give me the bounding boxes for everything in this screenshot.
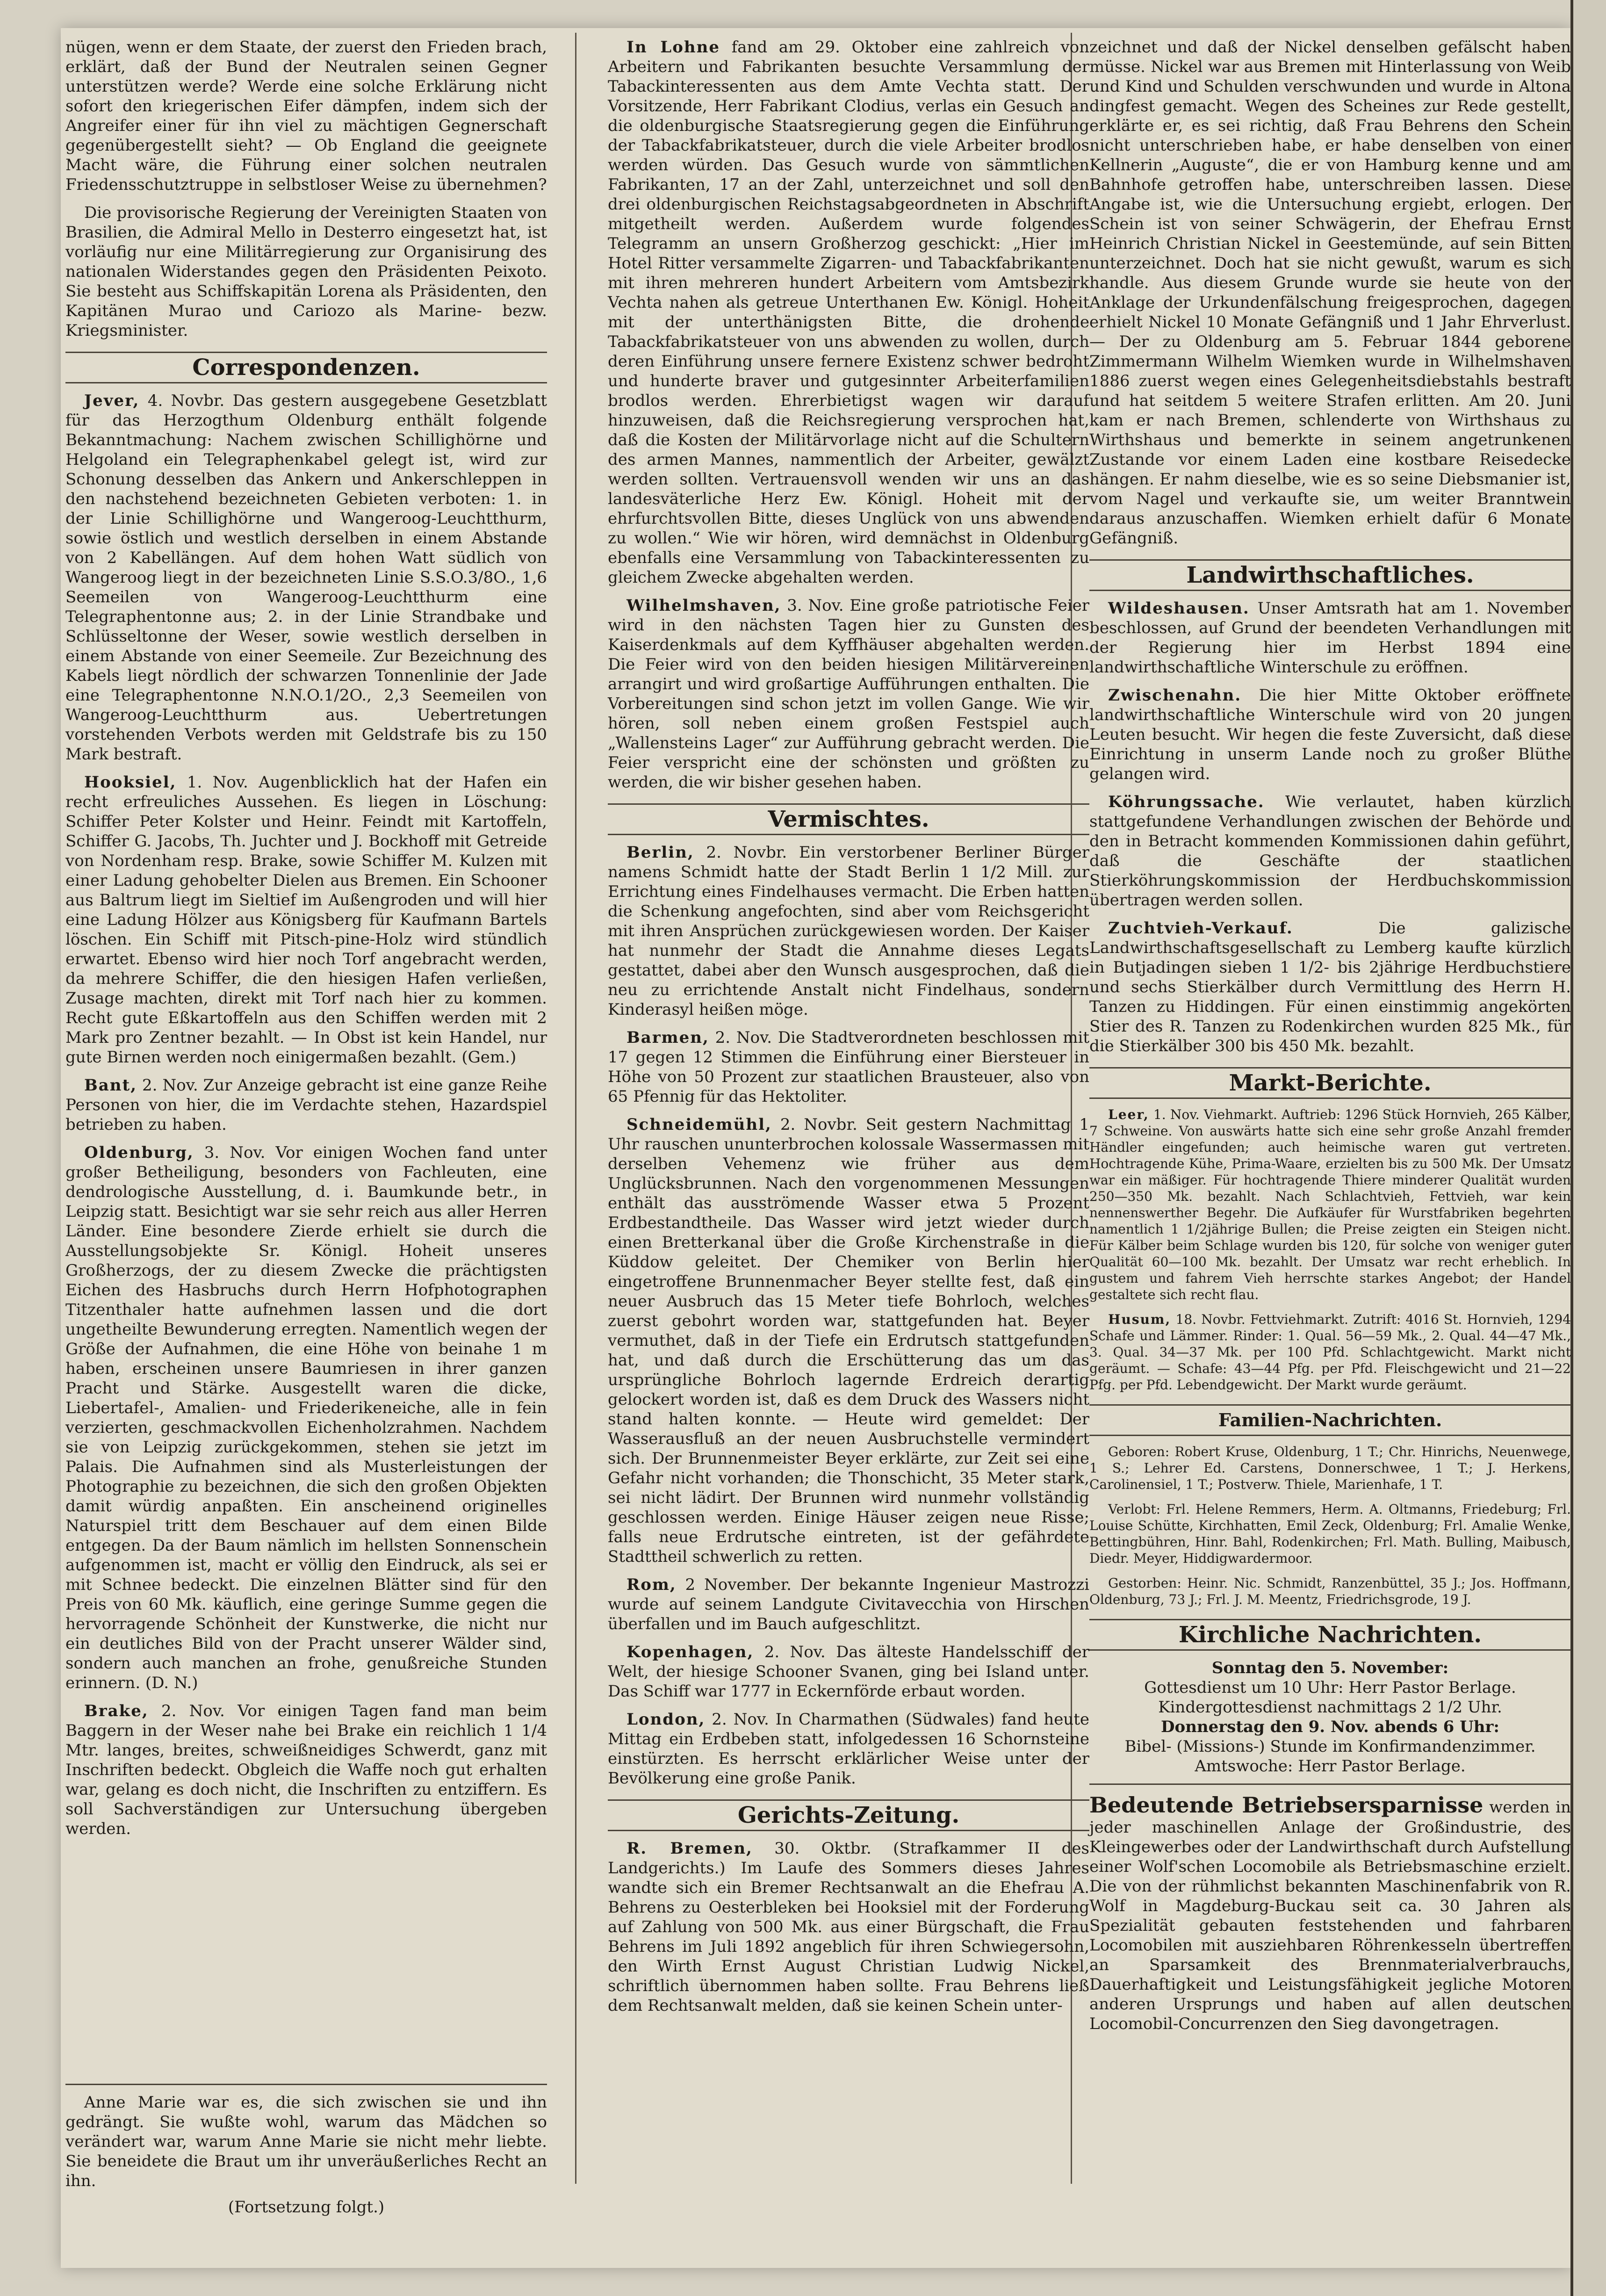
place-name: Barmen,	[627, 1028, 709, 1047]
feuilleton-text: Anne Marie war es, die sich zwischen sie und ihn gedrängt. Sie wußte wohl, warum das Mädchen so verändert war, warum Anne Marie sie nicht mehr liebte. Sie beneidete die Braut um ihr unveräußerliches Recht an ihn.	[65, 2093, 547, 2190]
article-zuchtvieh	[1089, 918, 1571, 1056]
article-text: 3. Nov. Eine große patriotische Feier wird in den nächsten Tagen hier zu Gunsten des Kaiserdenkmals auf dem Kyffhäuser abgehalten werden. Die Feier wird von den beiden hiesigen Militärvereinen arrangirt und wird großartige Aufführungen enthalten. Die Vorbereitungen sind schon jetzt im vollen Gange. Wie wir hören, soll neben einem großen Festspiel auch „Wallensteins Lager“ zur Aufführung gebracht werden. Die Feier verspricht eine der schönsten und größten zu werden, die wir bisher gesehen haben.	[608, 596, 1089, 792]
place-name: Husum,	[1108, 1312, 1171, 1327]
place-name: Zuchtvieh-Verkauf.	[1108, 919, 1293, 938]
article-text: 4. Novbr. Das gestern ausgegebene Gesetzblatt für das Herzogthum Oldenburg enthält folgende Bekanntmachung: Nachem zwischen Schillighörne und Helgoland ein Telegraphenkabel gelegt ist, wird zur Schonung desselben das Ankern und Ankerschleppen in den nachstehend bezeichneten Gebieten verboten: 1. in der Linie Schillighörne und Wangeroog-Leuchtthurm, sowie östlich und westlich derselben in einem Abstande von 2 Kabellängen. Auf dem hohen Watt südlich von Wangeroog liegt in der bezeichneten Linie S.S.O.3/8O., 1,6 Seemeilen von Wangeroog-Leuchtthurm eine Telegraphentonne aus; 2. in der Linie Strandbake und Schlüsseltonne der Weser, sowie westlich derselben in einem Abstande von einer Seemeile. Zur Bezeichnung des Kabels liegt nördlich der schwarzen Tonnenlinie der Jade eine Telegraphentonne N.N.O.1/2O., 2,3 Seemeilen von Wangeroog-Leuchtthurm aus. Uebertretungen vorstehenden Verbots werden mit Geldstrafe bis zu 150 Mark bestraft.	[65, 391, 547, 764]
market-husum	[1089, 1311, 1571, 1393]
place-name: Oldenburg,	[84, 1143, 194, 1162]
place-name: Zwischenahn.	[1108, 686, 1242, 705]
article-oldenburg	[65, 1143, 547, 1693]
article-hooksiel	[65, 773, 547, 1067]
section-heading: Kirchliche Nachrichten.	[1089, 1619, 1571, 1651]
article-schneidemuehl	[608, 1115, 1089, 1567]
article-text: 1. Nov. Augenblicklich hat der Hafen ein recht erfreuliches Aussehen. Es liegen in Löschung: Schiffer Peter Kolster und Heinr. Feindt mit Kartoffeln, Schiffer G. Jacobs, Th. Juchter und J. Bockhoff mit Getreide von Nordenham resp. Brake, sowie Schiffer M. Kulzen mit einer Ladung gehobelter Dielen aus Bremen. Ein Schooner aus Baltrum liegt im Sieltief im Außengroden und will hier eine Ladung Hölzer aus Königsberg für Kaufmann Bartels löschen. Ein Schiff mit Pitsch-pine-Holz wird stündlich erwartet. Ebenso wird hier noch Torf angebracht werden, da mehrere Schiffer, die den hiesigen Hafen verließen, Zusage machten, direkt mit Torf nach hier zu kommen. Recht gute Eßkartoffeln aus den Schiffen werden mit 2 Mark pro Zentner bezahlt. — In Obst ist kein Handel, nur gute Birnen werden noch einigermaßen bezahlt. (Gem.)	[65, 773, 547, 1067]
place-name: Bant,	[84, 1076, 137, 1095]
article-paragraph: Die provisorische Regierung der Vereinigten Staaten von Brasilien, die Admiral Mello in Desterro eingesetzt hat, ist vorläufig nur eine Militärregierung zur Organisirung des nationalen Widerstandes gegen den Präsidenten Peixoto. Sie besteht aus Schiffskapitän Lorena als Präsidenten, den Kapitänen Murao und Cariozo als Marine- bezw. Kriegsminister.	[65, 203, 547, 340]
place-name: Wilhelmshaven,	[627, 596, 781, 615]
section-heading: Vermischtes.	[608, 803, 1089, 835]
article-barmen	[608, 1028, 1089, 1106]
adjacent-page-edge	[1570, 0, 1606, 2296]
place-name: Berlin,	[627, 843, 694, 862]
article-text: 18. Novbr. Fettviehmarkt. Zutrift: 4016 St. Hornvieh, 1294 Schafe und Lämmer. Rinder: 1. Qual. 56—59 Mk., 2. Qual. 44—47 Mk., 3. Qual. 34—37 Mk. per 100 Pfd. Schlachtgewicht. Markt nicht geräumt. — Schafe: 43—44 Pfg. per Pfd. Fleischgewicht und 21—22 Pfg. per Pfd. Lebendgewicht. Der Markt wurde geräumt.	[1089, 1312, 1571, 1393]
place-name: R. Bremen,	[627, 1839, 753, 1858]
ad-headline: Bedeutende Betriebsersparnisse	[1089, 1792, 1484, 1818]
place-name: London,	[627, 1710, 706, 1729]
article-paragraph: nügen, wenn er dem Staate, der zuerst den Frieden brach, erklärt, daß der Bund der Neutralen seinen Gegner unterstützen werde? Werde eine solche Erklärung nicht sofort den kriegerischen Eifer dämpfen, indem sich der Angreifer einer für ihn viel zu mächtigen Gegnerschaft gegenübergestellt sieht? — Ob England die geeignete Macht wäre, die Führung einer solchen neutralen Friedensschutztruppe in selbstloser Weise zu übernehmen?	[65, 38, 547, 194]
section-heading: Landwirthschaftliches.	[1089, 559, 1571, 591]
article-text: 3. Nov. Vor einigen Wochen fand unter großer Betheiligung, besonders von Fachleuten, eine dendrologische Ausstellung, d. i. Baumkunde betr., in Leipzig statt. Besichtigt war sie sehr reich aus aller Herren Länder. Eine besondere Zierde erhielt sie durch die Ausstellungsobjekte Sr. Königl. Hoheit unseres Großherzogs, der zu diesem Zwecke die prächtigsten Eichen des Hasbruchs durch Herrn Hofphotographen Titzenthaler hatte aufnehmen lassen und die dort ungetheilte Bewunderung erregten. Namentlich wegen der Größe der Aufnahmen, die eine Höhe von beinahe 1 m haben, erscheinen unsere Baumriesen in ihrer ganzen Pracht und Stärke. Ausgestellt waren die dicke, Liebertafel-, Amalien- und Friederikeneiche, alle in fein verzierten, geschmackvollen Eichenholzrahmen. Nachdem sie von Leipzig zurückgekommen, stehen sie jetzt im Palais. Die Aufnahmen sind als Musterleistungen der Photographie zu bezeichnen, die sich den großen Objekten damit würdig anpaßten. Ein anscheinend originelles Naturspiel tritt dem Beschauer auf dem einen Bilde entgegen. Da der Baum nämlich im hellsten Sonnenschein aufgenommen ist, macht er völlig den Eindruck, als sei er mit Schnee bedeckt. Die einzelnen Blätter sind für den Preis von 60 Mk. käuflich, eine geringe Summe gegen die hervorragende Schönheit der Kunstwerke, die nicht nur ein deutliches Bild von der Pracht unserer Wälder sind, sondern auch manchen an frohe, genußreiche Stunden erinnern. (D. N.)	[65, 1143, 547, 1692]
article-text: Unser Amtsrath hat am 1. November beschlossen, auf Grund der beendeten Verhandlungen mit der Regierung hier im Herbst 1894 eine landwirthschaftliche Winterschule zu eröffnen.	[1089, 599, 1571, 677]
feuilleton-footer	[65, 2076, 547, 2217]
family-engaged: Verlobt: Frl. Helene Remmers, Herm. A. Oltmanns, Friedeburg; Frl. Louise Schütte, Kirchhatten, Emil Zeck, Oldenburg; Frl. Amalie Wenke, Bettingbühren, Hinr. Bahl, Rodenkirchen; Frl. Math. Bulling, Maibusch, Diedr. Meyer, Hiddigwardermoor.	[1089, 1502, 1571, 1566]
article-wildeshausen	[1089, 599, 1571, 677]
column-1	[65, 37, 547, 1847]
article-text: fand am 29. Oktober eine zahlreich von Arbeitern und Fabrikanten besuchte Versammlung der Tabackinteressenten aus dem Amte Vechta statt. Der Vorsitzende, Herr Fabrikant Clodius, verlas ein Gesuch an die oldenburgische Staatsregierung gegen die Einführung der Tabackfabrikatsteuer, durch die viele Arbeiter brodlos werden würden. Das Gesuch wurde von sämmtlichen Fabrikanten, 17 an der Zahl, unterzeichnet und soll den drei oldenburgischen Reichstagsabgeordneten in Abschrift mitgetheilt werden. Außerdem wurde folgendes Telegramm an unsern Großherzog geschickt: „Hier im Hotel Ritter versammelte Zigarren- und Tabackfabrikanten mit ihren mehreren hundert Arbeitern vom Amtsbezirk Vechta nahen als getreue Unterthanen Ew. Königl. Hoheit mit der unterthänigsten Bitte, die drohende Tabackfabrikatsteuer von uns abwenden zu wollen, durch deren Einführung unsere fernere Existenz schwer bedroht und hunderte braver und gutgesinnter Arbeiterfamilien brodlos werden. Ehrerbietigst wagen wir darauf hinzuweisen, daß die Reichsregierung versprochen hat, daß die Kosten der Militärvorlage nicht auf die Schultern des armen Mannes, nammentlich der Arbeiter, gewälzt werden sollten. Vertrauensvoll wenden wir uns an das landesväterliche Herz Ew. Königl. Hoheit mit der ehrfurchtsvollen Bitte, dieses Unglück von uns abwenden zu wollen.“ Wie wir hören, wird demnächst in Oldenburg ebenfalls eine Versammlung von Tabackinteressenten zu gleichem Zwecke abgehalten werden.	[608, 38, 1089, 587]
place-name: Kopenhagen,	[627, 1643, 754, 1661]
section-heading: Correspondenzen.	[65, 352, 547, 383]
church-line: Kindergottesdienst nachmittags 2 1/2 Uhr.	[1158, 1698, 1502, 1717]
article-wilhelmshaven	[608, 596, 1089, 792]
place-name: Wildeshausen.	[1108, 599, 1250, 618]
divider	[1089, 1783, 1571, 1785]
church-line: Donnerstag den 9. Nov. abends 6 Uhr:	[1161, 1718, 1499, 1736]
article-text: 2. Nov. Vor einigen Tagen fand man beim Baggern in der Weser nahe bei Brake ein reichlich 1 1/4 Mtr. langes, breites, schweißneidiges Schwerdt, ganz mit Inschriften bedeckt. Obgleich die Waffe noch gut erhalten war, gelang es doch nicht, die Inschriften zu entziffern. Es soll Sachverständigen zur Untersuchung übergeben werden.	[65, 1702, 547, 1838]
article-rom	[608, 1575, 1089, 1634]
column-3	[1089, 37, 1571, 2042]
article-bremen	[608, 1839, 1089, 2015]
column-divider	[575, 33, 576, 2184]
article-text: Wie verlautet, haben kürzlich stattgefundene Verhandlungen zwischen der Behörde und den in Betracht kommenden Kommissionen dahin geführt, daß die Geschäfte der staatlichen Stierköhrungskommission der Herdbuchskommission übertragen werden sollen.	[1089, 793, 1571, 910]
market-leer	[1089, 1106, 1571, 1303]
church-line: Gottesdienst um 10 Uhr: Herr Pastor Berlage.	[1144, 1678, 1516, 1697]
section-heading: Gerichts-Zeitung.	[608, 1799, 1089, 1831]
place-name: Rom,	[627, 1575, 677, 1594]
advertisement	[1089, 1792, 1571, 2034]
divider	[65, 2084, 547, 2085]
ad-text: werden in jeder maschinellen Anlage der Großindustrie, des Kleingewerbes oder der Landwirthschaft durch Aufstellung einer Wolf'schen Locomobile als Betriebsmaschine erzielt. Die von der rühmlichst bekannten Maschinenfabrik von R. Wolf in Magdeburg-Buckau seit ca. 30 Jahren als Spezialität gebauten feststehenden und fahrbaren Locomobilen mit ausziehbaren Röhrenkesseln übertreffen an Sparsamkeit des Brennmaterialverbrauchs, Dauerhaftigkeit und Leistungsfähigkeit jegliche Motoren anderen Ursprungs und haben auf allen deutschen Locomobil-Concurrenzen den Sieg davongetragen.	[1089, 1798, 1571, 2033]
church-line: Bibel- (Missions-) Stunde im Konfirmandenzimmer.	[1124, 1737, 1536, 1756]
article-text: 2. Nov. Das älteste Handelsschiff der Welt, der hiesige Schooner Svanen, ging bei Island unter. Das Schiff war 1777 in Eckernförde erbaut worden.	[608, 1643, 1089, 1701]
continued-note: (Fortsetzung folgt.)	[228, 2198, 385, 2217]
article-koehrung	[1089, 792, 1571, 910]
church-line: Sonntag den 5. November:	[1211, 1659, 1449, 1677]
article-london	[608, 1710, 1089, 1788]
column-2	[608, 37, 1089, 2024]
article-berlin	[608, 843, 1089, 1019]
article-text: Die hier Mitte Oktober eröffnete landwirthschaftliche Winterschule wird von 20 jungen Leuten besucht. Wir hegen die feste Zuversicht, daß diese Einrichtung in unserm Lande noch zu großer Blüthe gelangen wird.	[1089, 686, 1571, 783]
article-text: 2. Nov. Die Stadtverordneten beschlossen mit 17 gegen 12 Stimmen die Einführung einer Biersteuer in Höhe von 50 Prozent zur staatlichen Brausteuer, also von 65 Pfennig für das Hektoliter.	[608, 1028, 1090, 1106]
place-name: Leer,	[1108, 1107, 1149, 1122]
article-text: 30. Oktbr. (Strafkammer II des Landgerichts.) Im Laufe des Sommers dieses Jahres wandte sich ein Bremer Rechtsanwalt an die Ehefrau A. Behrens zu Oesterbleken bei Hooksiel mit der Forderung auf Zahlung von 500 Mk. aus einer Bürgschaft, die Frau Behrens im Juli 1892 angeblich für ihren Schwiegersohn, den Wirth Ernst August Christian Ludwig Nickel, schriftlich übernommen haben sollte. Frau Behrens ließ dem Rechtsanwalt melden, daß sie keinen Schein unter-	[608, 1839, 1089, 2015]
article-bant	[65, 1076, 547, 1134]
article-text: 2. Novbr. Seit gestern Nachmittag 1 Uhr rauschen ununterbrochen kolossale Wassermassen mit derselben Vehemenz wie früher aus dem Unglücksbrunnen. Nach den vorgenommenen Messungen enthält das ausströmende Wasser etwa 5 Prozent Erdbestandtheile. Das Wasser wird jetzt wieder durch einen Bretterkanal über die Große Kirchenstraße in die Küddow geleitet. Der Chemiker von Berlin hier eingetroffene Brunnenmacher Beyer stellte fest, daß ein neuer Ausbruch das 15 Meter tiefe Bohrloch, welches zuerst gebohrt worden war, stattgefunden hat. Beyer vermuthet, daß in der Tiefe ein Erdrutsch stattgefunden hat, und daß durch die Erschütterung das um das ursprüngliche Bohrloch lagernde Erdreich derartig gelockert worden ist, daß es dem Druck des Wassers nicht stand halten konnte. — Heute wird gemeldet: Der Wasserausfluß an der neuen Ausbruchstelle vermindert sich. Der Brunnenmeister Beyer erklärte, zur Zeit sei eine Gefahr nicht vorhanden; die Thonschicht, 35 Meter stark, sei nicht lädirt. Der Brunnen wird nunmehr vollständig geschlossen werden. Einige Häuser zeigen neue Risse; falls neue Erdrutsche eintreten, ist der gefährdete Stadttheil schwerlich zu retten.	[608, 1115, 1090, 1566]
section-heading: Markt-Berichte.	[1089, 1067, 1571, 1099]
place-name: In Lohne	[627, 38, 720, 57]
article-paragraph: zeichnet und daß der Nickel denselben gefälscht haben müsse. Nickel war aus Bremen mit Hinterlassung von Weib und Kind und Schulden verschwunden und wurde in Altona dingfest gemacht. Wegen des Scheines zur Rede gestellt, erklärte er, es sei richtig, daß Frau Behrens den Schein nicht unterschrieben habe, er habe denselben von einer Kellnerin „Auguste“, die er von Hamburg kenne und am Bahnhofe getroffen habe, unterschreiben lassen. Diese Angabe ist, wie die Untersuchung ergiebt, erlogen. Der Schein ist von seiner Schwägerin, der Ehefrau Ernst Heinrich Christian Nickel in Geestemünde, auf sein Bitten unterzeichnet. Doch hat sie nicht gewußt, warum es sich handle. Aus diesem Grunde wurde sie heute von der Anklage der Urkundenfälschung freigesprochen, dagegen erhielt Nickel 10 Monate Gefängniß und 1 Jahr Ehrverlust. — Der zu Oldenburg am 5. Februar 1844 geborene Zimmermann Wilhelm Wiemken wurde in Wilhelmshaven 1886 zuerst wegen eines Gelegenheitsdiebstahls bestraft und hat seitdem 5 weitere Strafen erlitten. Am 20. Juni kam er nach Bremen, schlenderte von Wirthshaus zu Wirthshaus und bemerkte in seinem angetrunkenen Zustande vor einem Laden eine kostbare Reisedecke hängen. Er nahm dieselbe, wie es so seine Diebsmanier ist, vom Nagel und verkaufte sie, um weiter Branntwein daraus anzuschaffen. Wiemken erhielt dafür 6 Monate Gefängniß.	[1089, 38, 1571, 548]
section-heading: Familien-Nachrichten.	[1089, 1404, 1571, 1436]
place-name: Köhrungssache.	[1108, 793, 1265, 811]
article-text: 2 November. Der bekannte Ingenieur Mastrozzi wurde auf seinem Landgute Civitavecchia von Hirschen überfallen und im Bauch aufgeschlitzt.	[608, 1575, 1089, 1633]
article-brake	[65, 1701, 547, 1839]
article-jever	[65, 391, 547, 764]
place-name: Hooksiel,	[84, 773, 177, 792]
article-zwischenahn	[1089, 686, 1571, 784]
article-kopenhagen	[608, 1642, 1089, 1701]
article-text: 2. Novbr. Ein verstorbener Berliner Bürger namens Schmidt hatte der Stadt Berlin 1 1/2 Mill. zur Errichtung eines Findelhauses vermacht. Die Erben hatten die Schenkung angefochten, sind aber vom Reichsgericht mit ihren Ansprüchen zurückgewiesen worden. Der Kaiser hat nunmehr der Stadt die Annahme dieses Legats gestattet, dabei aber den Wunsch ausgesprochen, daß die neu zu errichtende Anstalt nicht Findelhaus, sondern Kinderasyl heißen möge.	[608, 843, 1090, 1019]
place-name: Brake,	[84, 1702, 149, 1720]
article-text: 1. Nov. Viehmarkt. Auftrieb: 1296 Stück Hornvieh, 265 Kälber, 7 Schweine. Von auswärts hatte sich eine sehr große Anzahl fremder Händler eingefunden; auch heimische waren gut vertreten. Hochtragende Kühe, Prima-Waare, erzielten bis zu 500 Mk. Der Umsatz war ein mäßiger. Für hochtragende Thiere minderer Qualität wurden 250—350 Mk. bezahlt. Nach Schlachtvieh, Fettvieh, war kein nennenswerther Begehr. Die Aufkäufer für Wurstfabriken begehrten namentlich 1 1/2jährige Bullen; die Preise zeigten ein Steigen nicht. Für Kälber beim Schlage wurden bis 120, für solche von weniger guter Qualität 60—100 Mk. bezahlt. Der Umsatz war recht erheblich. In gustem und fahrem Vieh herrschte starkes Angebot; der Handel gestaltete sich recht flau.	[1089, 1107, 1571, 1302]
place-name: Schneidemühl,	[627, 1115, 772, 1134]
family-born: Geboren: Robert Kruse, Oldenburg, 1 T.; Chr. Hinrichs, Neuenwege, 1 S.; Lehrer Ed. Carstens, Donnerschwee, 1 T.; J. Herkens, Carolinensiel, 1 T.; Postverw. Thiele, Marienhafe, 1 T.	[1089, 1444, 1571, 1492]
place-name: Jever,	[84, 391, 140, 410]
article-text: 2. Nov. In Charmathen (Südwales) fand heute Mittag ein Erdbeben statt, infolgedessen 16 Schornsteine einstürzten. Es herrscht erklärlicher Weise unter der Bevölkerung eine große Panik.	[608, 1710, 1089, 1788]
article-lohne	[608, 37, 1089, 587]
family-deceased: Gestorben: Heinr. Nic. Schmidt, Ranzenbüttel, 35 J.; Jos. Hoffmann, Oldenburg, 73 J.; Frl. J. M. Meentz, Friedrichsgrode, 19 J.	[1089, 1575, 1571, 1607]
article-text: 2. Nov. Zur Anzeige gebracht ist eine ganze Reihe Personen von hier, die im Verdachte stehen, Hazardspiel betrieben zu haben.	[65, 1076, 547, 1134]
church-line: Amtswoche: Herr Pastor Berlage.	[1195, 1757, 1466, 1776]
article-text: Die galizische Landwirthschaftsgesellschaft zu Lemberg kaufte kürzlich in Butjadingen sieben 1 1/2- bis 2jährige Herdbuchstiere und sechs Stierkälber durch Vermittlung des Herrn H. Tanzen zu Hiddingen. Für einen einstimmig angekörten Stier des R. Tanzen zu Rodenkirchen wurden 825 Mk., für die Stierkälber 300 bis 450 Mk. bezahlt.	[1089, 919, 1571, 1055]
